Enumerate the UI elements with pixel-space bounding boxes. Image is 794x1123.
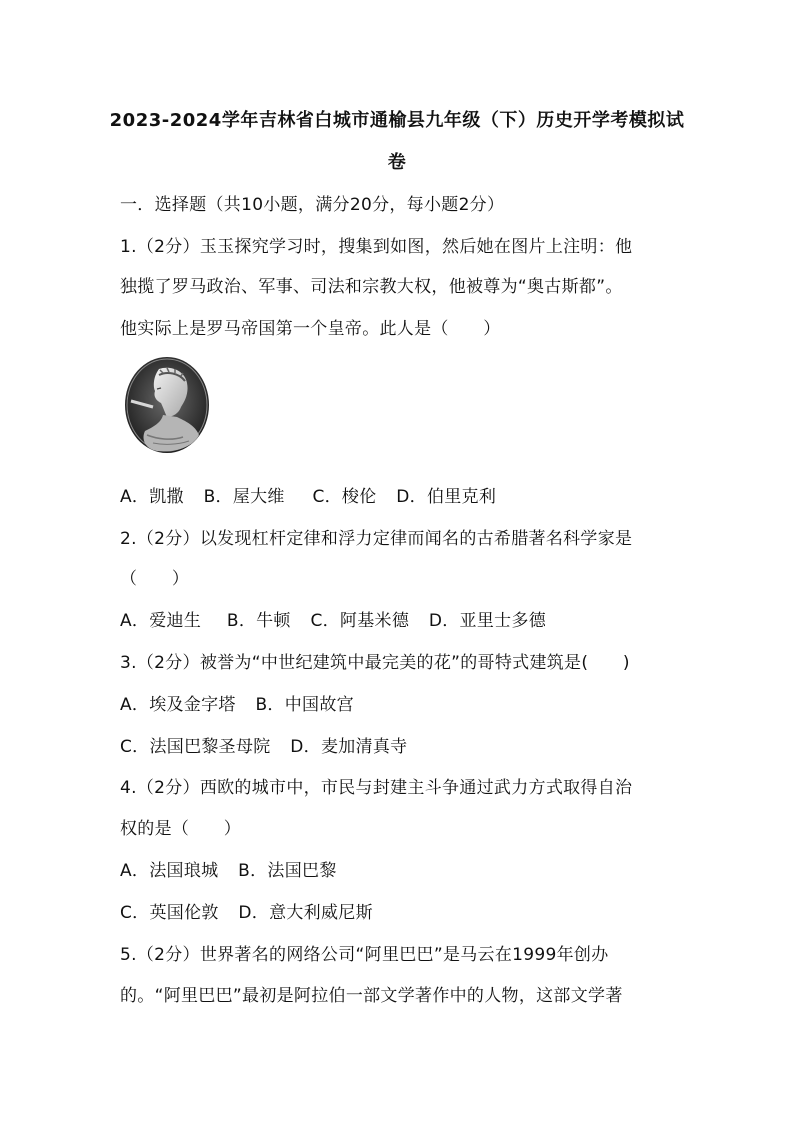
option-c: C．阿基米德 xyxy=(310,611,410,631)
question-2-line-2: （ ） xyxy=(120,569,190,589)
question-2-options xyxy=(120,606,690,631)
section-heading: 一．选择题（共10小题，满分20分，每小题2分） xyxy=(120,195,505,215)
exam-title-line2: 卷 xyxy=(387,152,407,173)
augustus-cameo-image xyxy=(123,355,211,455)
option-a: A．爱迪生 xyxy=(120,611,202,631)
option-c: C．法国巴黎圣母院 xyxy=(120,737,271,757)
question-5-line-2: 的。“阿里巴巴”最初是阿拉伯一部文学著作中的人物，这部文学著 xyxy=(120,986,623,1006)
question-4-line-1: 4.（2分）西欧的城市中，市民与封建主斗争通过武力方式取得自治 xyxy=(120,778,633,798)
question-1-line-2: 独揽了罗马政治、军事、司法和宗教大权，他被尊为“奥古斯都”。 xyxy=(120,277,623,297)
option-a: A．法国琅城 xyxy=(120,861,219,881)
option-c: C．英国伦敦 xyxy=(120,903,219,923)
question-2-line-1: 2.（2分）以发现杠杆定律和浮力定律而闻名的古希腊著名科学家是 xyxy=(120,529,633,549)
option-b: B．法国巴黎 xyxy=(238,861,337,881)
question-1-line-3: 他实际上是罗马帝国第一个皇帝。此人是（ ） xyxy=(120,319,501,339)
question-4-options-row-2 xyxy=(120,898,690,923)
option-c: C．梭伦 xyxy=(312,487,377,507)
question-3-options-row-2 xyxy=(120,732,690,757)
question-3-options-row-1 xyxy=(120,690,690,715)
question-5-line-1: 5.（2分）世界著名的网络公司“阿里巴巴”是马云在1999年创办 xyxy=(120,945,609,965)
option-d: D．意大利威尼斯 xyxy=(238,903,373,923)
option-d: D．伯里克利 xyxy=(396,487,497,507)
option-b: B．屋大维 xyxy=(203,487,285,507)
question-1-options xyxy=(120,482,690,507)
option-a: A．埃及金字塔 xyxy=(120,695,236,715)
exam-title-line1: 2023-2024学年吉林省白城市通榆县九年级（下）历史开学考模拟试 xyxy=(109,110,685,131)
option-a: A．凯撒 xyxy=(120,487,184,507)
question-4-line-2: 权的是（ ） xyxy=(120,819,242,839)
question-1-line-1: 1.（2分）玉玉探究学习时，搜集到如图，然后她在图片上注明：他 xyxy=(120,237,633,257)
option-d: D．麦加清真寺 xyxy=(290,737,408,757)
question-4-options-row-1 xyxy=(120,856,690,881)
option-b: B．中国故宫 xyxy=(255,695,354,715)
question-3-line-1: 3.（2分）被誉为“中世纪建筑中最完美的花”的哥特式建筑是( ) xyxy=(120,653,630,673)
option-d: D．亚里士多德 xyxy=(428,611,547,631)
option-b: B．牛顿 xyxy=(226,611,291,631)
